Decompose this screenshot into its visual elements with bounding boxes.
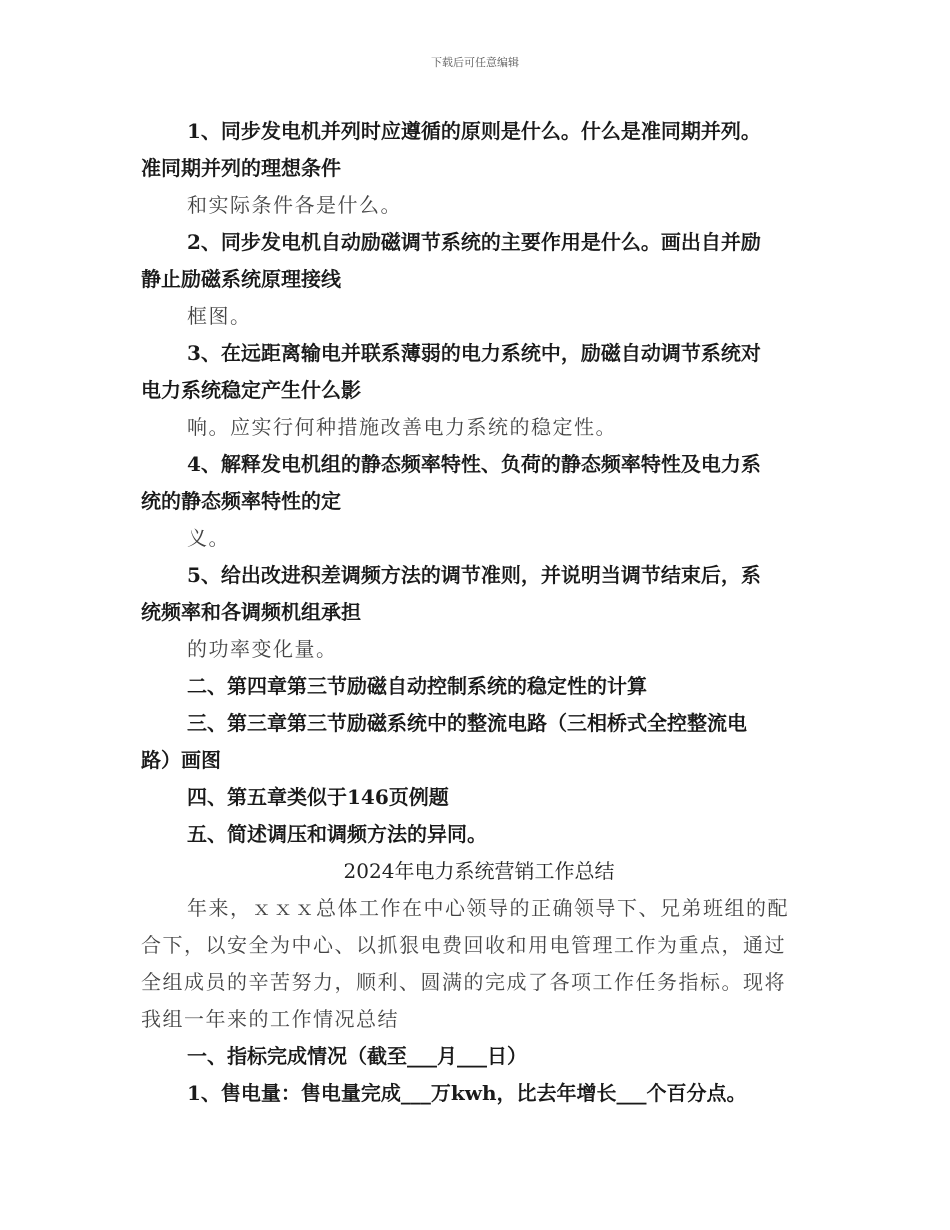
summary-title: 2024年电力系统营销工作总结	[343, 859, 615, 883]
text-line: 合下，以安全为中心、以抓狠电费回收和用电管理工作为重点，通过	[141, 933, 786, 957]
text-line: 三、第三章第三节励磁系统中的整流电路（三相桥式全控整流电	[187, 711, 747, 735]
text-line: 一、指标完成情况（截至___月___日）	[187, 1044, 527, 1068]
summary-paragraphs	[141, 890, 817, 1112]
text-line: 静止励磁系统原理接线	[141, 267, 341, 291]
text-line: 4、解释发电机组的静态频率特性、负荷的静态频率特性及电力系	[187, 452, 761, 476]
text-line: 义。	[187, 526, 230, 550]
text-line: 1、同步发电机并列时应遵循的原则是什么。什么是准同期并列。	[187, 119, 761, 143]
text-line: 五、简述调压和调频方法的异同。	[187, 822, 487, 846]
text-line: 电力系统稳定产生什么影	[141, 378, 361, 402]
text-line: 的功率变化量。	[187, 637, 338, 661]
question-list	[141, 113, 817, 853]
text-line: 路）画图	[141, 748, 221, 772]
text-line: 统的静态频率特性的定	[141, 489, 341, 513]
text-line: 准同期并列的理想条件	[141, 156, 341, 180]
text-line: 3、在远距离输电并联系薄弱的电力系统中，励磁自动调节系统对	[187, 341, 761, 365]
text-line: 四、第五章类似于146页例题	[187, 785, 449, 809]
text-line: 1、售电量：售电量完成___万kwh，比去年增长___个百分点。	[187, 1081, 747, 1105]
text-line: 全组成员的辛苦努力，顺利、圆满的完成了各项工作任务指标。现将	[141, 970, 786, 994]
text-line: 和实际条件各是什么。	[187, 193, 402, 217]
text-line: 我组一年来的工作情况总结	[141, 1007, 399, 1031]
document-body	[141, 113, 817, 1112]
text-line: 二、第四章第三节励磁自动控制系统的稳定性的计算	[187, 674, 647, 698]
page-header: 下载后可任意编辑	[431, 56, 519, 69]
text-line: 2、同步发电机自动励磁调节系统的主要作用是什么。画出自并励	[187, 230, 761, 254]
text-line: 响。应实行何种措施改善电力系统的稳定性。	[187, 415, 617, 439]
text-line: 统频率和各调频机组承担	[141, 600, 361, 624]
text-line: 年来，ｘｘｘ总体工作在中心领导的正确领导下、兄弟班组的配	[187, 896, 789, 920]
text-line: 5、给出改进积差调频方法的调节准则，并说明当调节结束后，系	[187, 563, 761, 587]
text-line: 框图。	[187, 304, 252, 328]
